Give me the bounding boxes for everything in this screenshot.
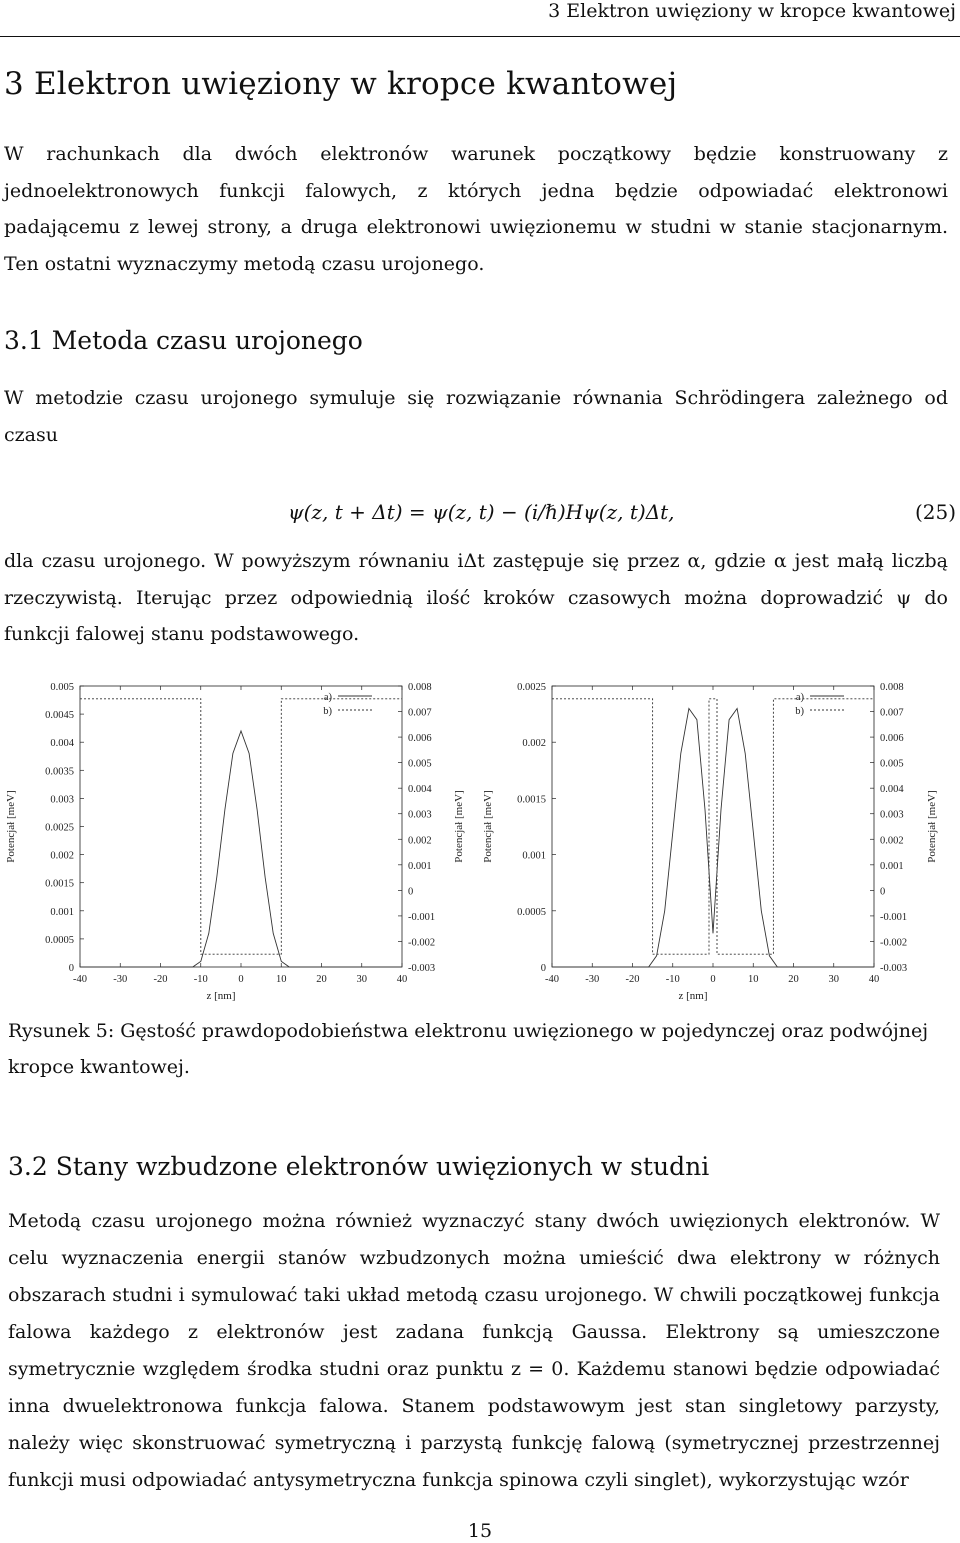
equation-25 xyxy=(0,480,960,540)
y2-tick-label: 0.001 xyxy=(408,860,432,872)
x-tick-label: 0 xyxy=(238,974,244,985)
y-tick-label: 0.0015 xyxy=(517,794,546,806)
y-axis-label: Potencjał [meV] xyxy=(482,790,494,863)
legend-label: a) xyxy=(795,692,804,703)
equation-body: ψ(z, t + Δt) = ψ(z, t) − (i/ℏ)Hψ(z, t)Δt, xyxy=(288,500,675,524)
y2-axis-label: Potencjał [meV] xyxy=(453,790,465,863)
running-header: 3 Elektron uwięziony w kropce kwantowej xyxy=(548,0,956,22)
x-tick-label: -20 xyxy=(153,974,168,985)
y2-tick-label: 0.004 xyxy=(408,784,432,796)
y-tick-label: 0.001 xyxy=(522,850,546,862)
y2-tick-label: -0.003 xyxy=(880,963,908,974)
plot-frame xyxy=(80,686,402,967)
y2-tick-label: 0.003 xyxy=(880,809,904,821)
y2-tick-label: 0.003 xyxy=(408,809,432,821)
x-tick-label: 20 xyxy=(316,974,327,985)
x-axis-label: z [nm] xyxy=(206,990,236,1002)
y-tick-label: 0.005 xyxy=(50,682,74,693)
y2-tick-label: 0.004 xyxy=(880,784,904,796)
y2-tick-label: 0.002 xyxy=(408,835,432,847)
y-tick-label: 0.0025 xyxy=(45,822,74,834)
y-tick-label: 0.002 xyxy=(50,850,74,862)
x-tick-label: 20 xyxy=(788,974,799,985)
y2-tick-label: 0.005 xyxy=(880,758,904,770)
x-tick-label: -20 xyxy=(625,974,640,985)
y-tick-label: 0.001 xyxy=(50,906,74,918)
y-tick-label: 0 xyxy=(540,963,546,974)
chart-double-dot xyxy=(482,682,938,1002)
y-tick-label: 0.0005 xyxy=(517,906,546,918)
y2-tick-label: 0.008 xyxy=(408,682,432,693)
y2-tick-label: 0.008 xyxy=(880,682,904,693)
equation-number: (25) xyxy=(914,500,956,524)
subsection-title-3-1: 3.1 Metoda czasu urojonego xyxy=(4,326,363,355)
y2-tick-label: 0.007 xyxy=(408,707,432,719)
y2-tick-label: -0.003 xyxy=(408,963,436,974)
y2-tick-label: 0 xyxy=(408,886,414,898)
y2-tick-label: 0.001 xyxy=(880,860,904,872)
y2-tick-label: -0.001 xyxy=(880,911,908,923)
plot-frame xyxy=(552,686,874,967)
x-tick-label: 40 xyxy=(868,974,880,985)
y2-tick-label: 0.007 xyxy=(880,707,904,719)
y2-tick-label: 0 xyxy=(880,886,886,898)
y-tick-label: 0 xyxy=(68,963,74,974)
y2-tick-label: 0.006 xyxy=(880,733,904,745)
x-tick-label: 30 xyxy=(828,974,839,985)
y2-tick-label: 0.002 xyxy=(880,835,904,847)
x-tick-label: -30 xyxy=(113,974,128,985)
figure-caption: Rysunek 5: Gęstość prawdopodobieństwa elektronu uwięzionego w pojedynczej oraz podwójnej kropce kwantowej. xyxy=(8,1020,929,1078)
legend-label: a) xyxy=(323,692,332,703)
subsection-title-3-2: 3.2 Stany wzbudzone elektronów uwięzionych w studni xyxy=(8,1152,710,1181)
series-line-a xyxy=(80,731,402,967)
subsection-3-1-text-after: dla czasu urojonego. W powyższym równaniu iΔt zastępuje się przez α, gdzie α jest małą liczbą rzeczywistą. Iterując przez odpowiednią ilość kroków czasowych można doprowadzić ψ do funkcji falowej stanu podstawowego. xyxy=(4,550,948,645)
series-line-b xyxy=(80,699,402,954)
y-tick-label: 0.002 xyxy=(522,738,546,750)
y-tick-label: 0.0035 xyxy=(45,766,74,778)
section-title: 3 Elektron uwięziony w kropce kwantowej xyxy=(4,66,678,102)
series-line-b xyxy=(552,699,874,954)
x-axis-label: z [nm] xyxy=(678,990,708,1002)
x-tick-label: 10 xyxy=(748,974,759,985)
x-tick-label: 30 xyxy=(356,974,367,985)
x-tick-label: 10 xyxy=(276,974,287,985)
y2-tick-label: -0.002 xyxy=(408,937,436,949)
section-intro-paragraph: W rachunkach dla dwóch elektronów warunek początkowy będzie konstruowany z jednoelektronowych funkcji falowych, z których jedna będzie odpowiadać elektronowi padającemu z lewej strony, a druga elektronowi uwięzionemu w studni w stanie stacjonarnym. Ten ostatni wyznaczymy metodą czasu urojonego. xyxy=(4,143,948,275)
x-tick-label: 0 xyxy=(710,974,716,985)
left-axis-label: Potencjał [meV] xyxy=(5,790,17,863)
x-tick-label: -10 xyxy=(665,974,680,985)
header-rule xyxy=(0,36,960,37)
x-tick-label: -10 xyxy=(193,974,208,985)
x-tick-label: -30 xyxy=(585,974,600,985)
y-tick-label: 0.004 xyxy=(50,738,74,750)
y-tick-label: 0.0015 xyxy=(45,878,74,890)
y2-axis-label: Potencjał [meV] xyxy=(926,790,938,863)
y2-tick-label: -0.001 xyxy=(408,911,436,923)
series-line-a xyxy=(552,709,874,968)
legend-label: b) xyxy=(795,706,804,717)
y2-tick-label: -0.002 xyxy=(880,937,908,949)
x-tick-label: -40 xyxy=(73,974,87,985)
x-tick-label: -40 xyxy=(545,974,559,985)
x-tick-label: 40 xyxy=(396,974,408,985)
y-tick-label: 0.003 xyxy=(50,794,74,806)
y-tick-label: 0.0045 xyxy=(45,710,74,722)
figure-charts xyxy=(0,672,960,1012)
page-number: 15 xyxy=(467,1520,493,1542)
y2-tick-label: 0.005 xyxy=(408,758,432,770)
subsection-3-1-text-before: W metodzie czasu urojonego symuluje się rozwiązanie równania Schrödingera zależnego od czasu xyxy=(4,387,948,446)
y-tick-label: 0.0025 xyxy=(517,682,546,693)
legend-label: b) xyxy=(323,706,332,717)
chart-single-dot xyxy=(5,682,465,1002)
subsection-3-2-text: Metodą czasu urojonego można również wyznaczyć stany dwóch uwięzionych elektronów. W celu wyznaczenia energii stanów wzbudzonych można umieścić dwa elektrony w różnych obszarach studni i symulować taki układ metodą czasu urojonego. W chwili początkowej funkcja falowa każdego z elektronów jest zadana funkcją Gaussa. Elektrony są umieszczone symetrycznie względem środka studni oraz punktu z = 0. Każdemu stanowi będzie odpowiadać inna dwuelektronowa funkcja falowa. Stanem podstawowym jest stan singletowy parzysty, należy więc skonstruować symetryczną i parzystą funkcję falową (symetrycznej przestrzennej funkcji musi odpowiadać antysymetryczna funkcja spinowa czyli singlet), wykorzystując wzór xyxy=(8,1210,940,1491)
y2-tick-label: 0.006 xyxy=(408,733,432,745)
y-tick-label: 0.0005 xyxy=(45,934,74,946)
